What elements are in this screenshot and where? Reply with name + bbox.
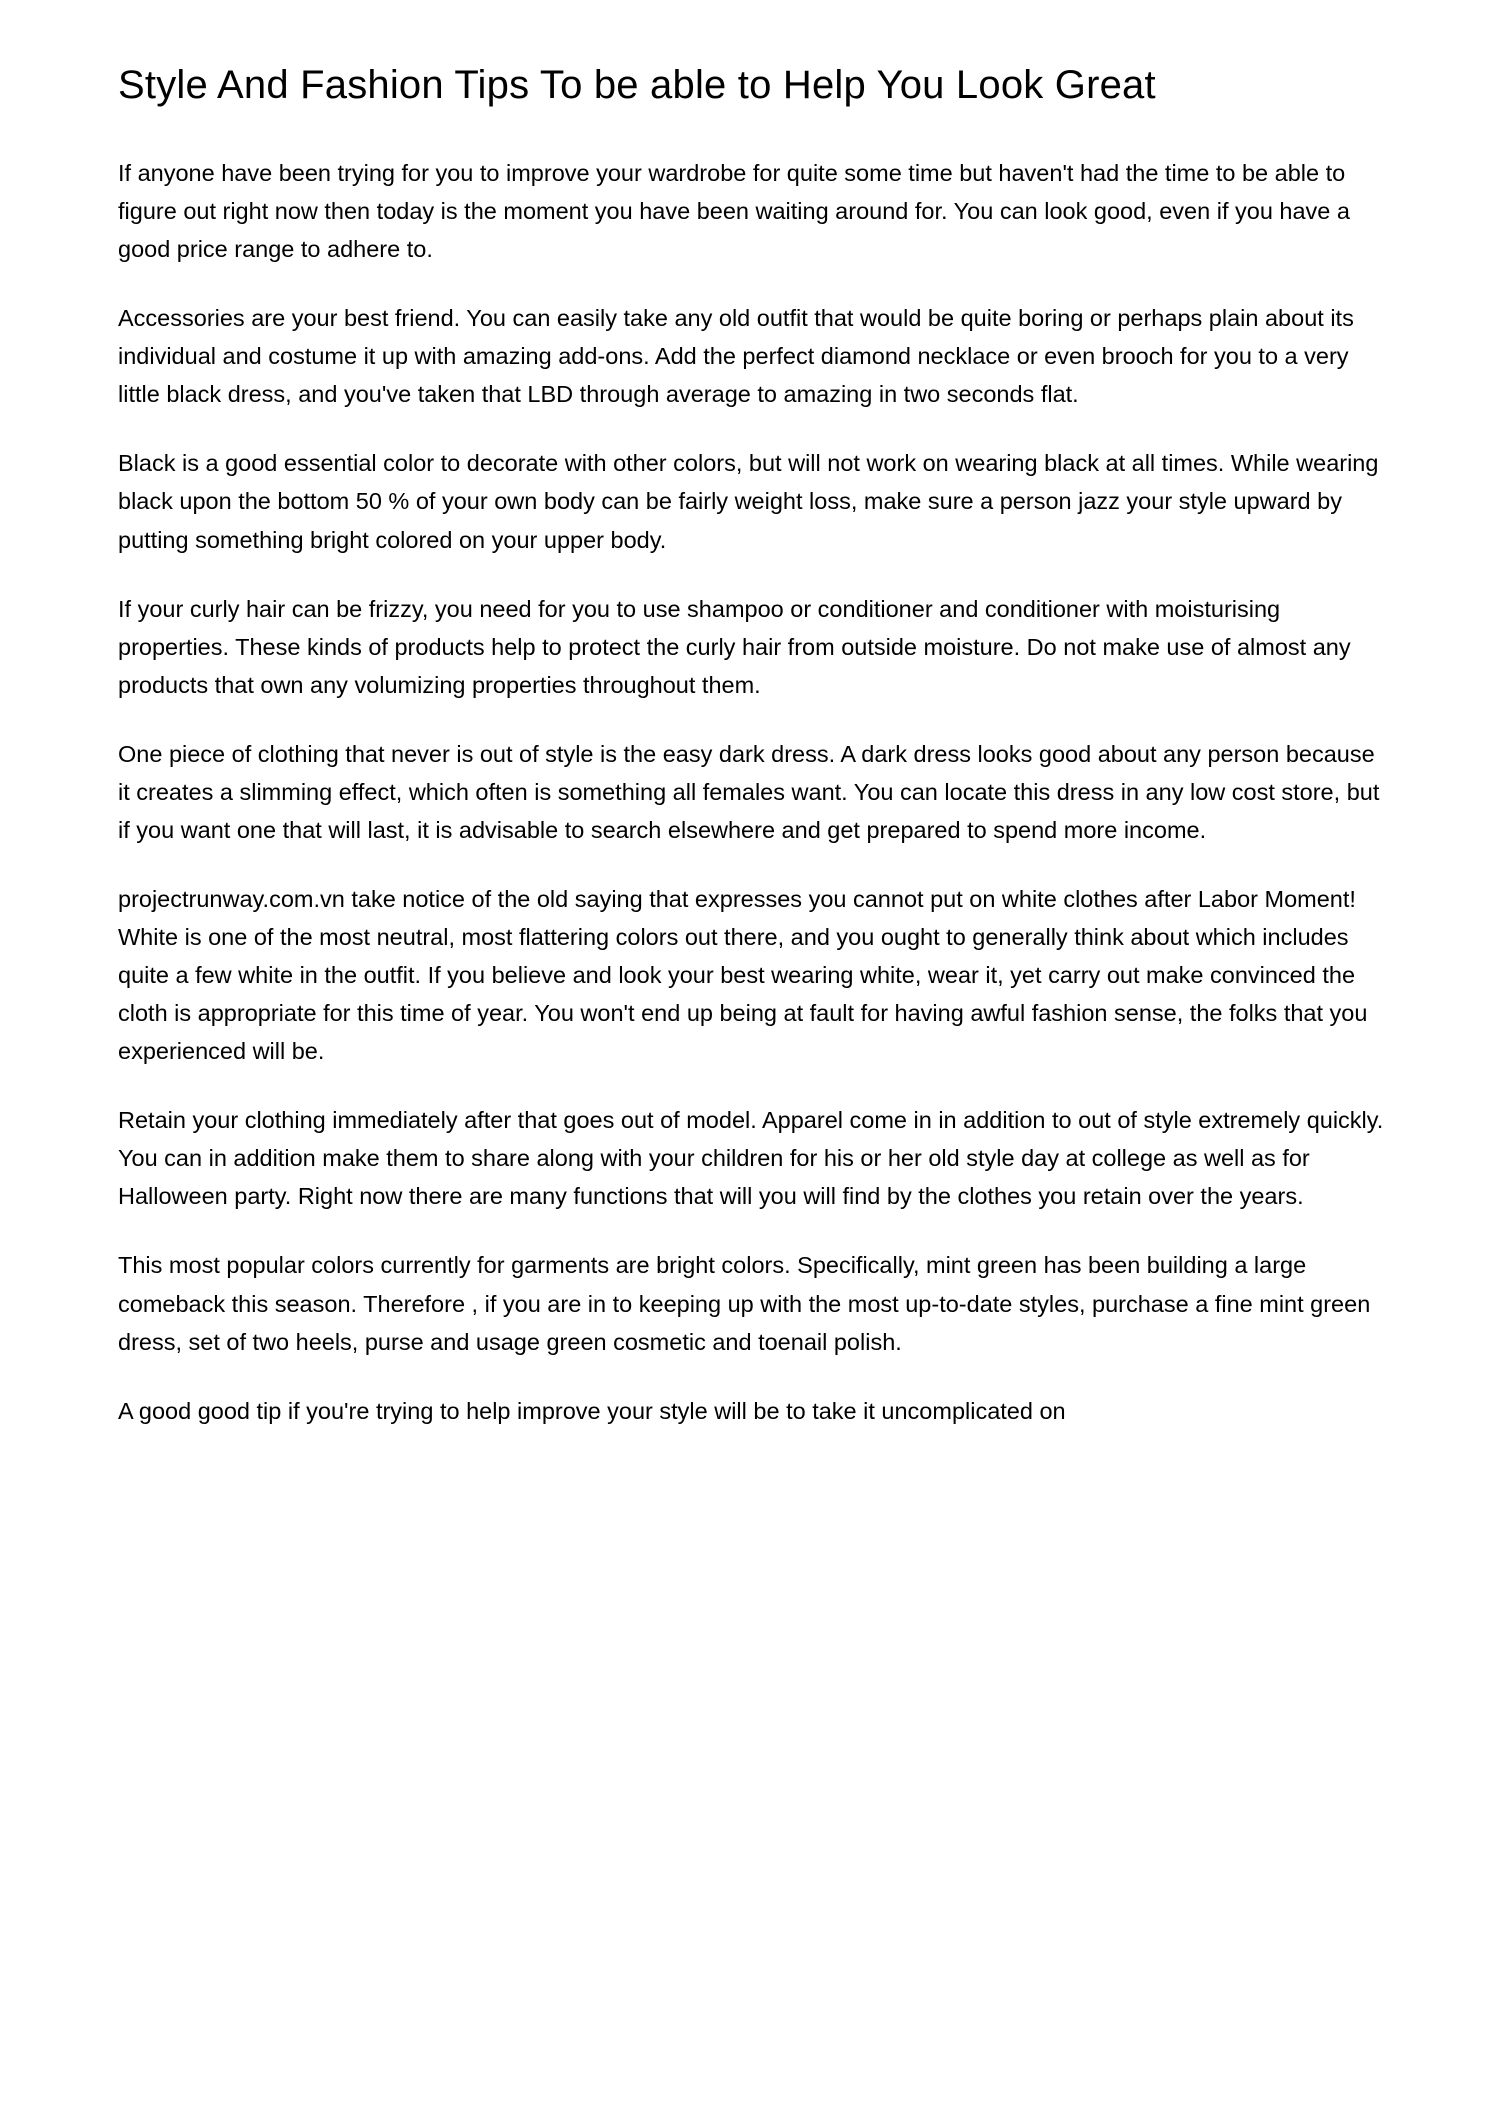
paragraph: One piece of clothing that never is out of style is the easy dark dress. A dark dress looks good about any person because it creates a slimming effect, which often is something all females want. You can locate this dress in any low cost store, but if you want one that will last, it is advisable to search elsewhere and get prepared to spend more income. (118, 740, 1380, 843)
page-title: Style And Fashion Tips To be able to Help You Look Great (118, 63, 1156, 107)
paragraph: projectrunway.com.vn take notice of the old saying that expresses you cannot put on white clothes after Labor Moment! White is one of the most neutral, most flattering colors out there, and you ought to generally think about which includes quite a few white in the outfit. If you believe and look your best wearing white, wear it, yet carry out make convinced the cloth is appropriate for this time of year. You won't end up being at fault for having awful fashion sense, the folks that you experienced will be. (118, 885, 1368, 1065)
paragraph: Black is a good essential color to decorate with other colors, but will not work on wearing black at all times. While wearing black upon the bottom 50 % of your own body can be fairly weight loss, make sure a person jazz your style upward by putting something bright colored on your upper body. (118, 450, 1379, 553)
paragraph: Accessories are your best friend. You can easily take any old outfit that would be quite boring or perhaps plain about its individual and costume it up with amazing add-ons. Add the perfect diamond necklace or even brooch for you to a very little black dress, and you've taken that LBD through average to amazing in two seconds flat. (118, 305, 1354, 408)
paragraph: A good good tip if you're trying to help improve your style will be to take it uncomplicated on (118, 1397, 1066, 1424)
paragraph: If anyone have been trying for you to improve your wardrobe for quite some time but haven't had the time to be able to figure out right now then today is the moment you have been waiting around for. You can look good, even if you have a good price range to adhere to. (118, 160, 1350, 263)
paragraph: If your curly hair can be frizzy, you need for you to use shampoo or conditioner and conditioner with moisturising properties. These kinds of products help to protect the curly hair from outside moisture. Do not make use of almost any products that own any volumizing properties throughout them. (118, 595, 1351, 698)
document-body (118, 154, 1385, 1430)
paragraph: Retain your clothing immediately after that goes out of model. Apparel come in in addition to out of style extremely quickly. You can in addition make them to share along with your children for his or her old style day at college as well as for Halloween party. Right now there are many functions that will you will find by the clothes you retain over the years. (118, 1107, 1384, 1210)
paragraph: This most popular colors currently for garments are bright colors. Specifically, mint green has been building a large comeback this season. Therefore , if you are in to keeping up with the most up-to-date styles, purchase a fine mint green dress, set of two heels, purse and usage green cosmetic and toenail polish. (118, 1252, 1371, 1355)
